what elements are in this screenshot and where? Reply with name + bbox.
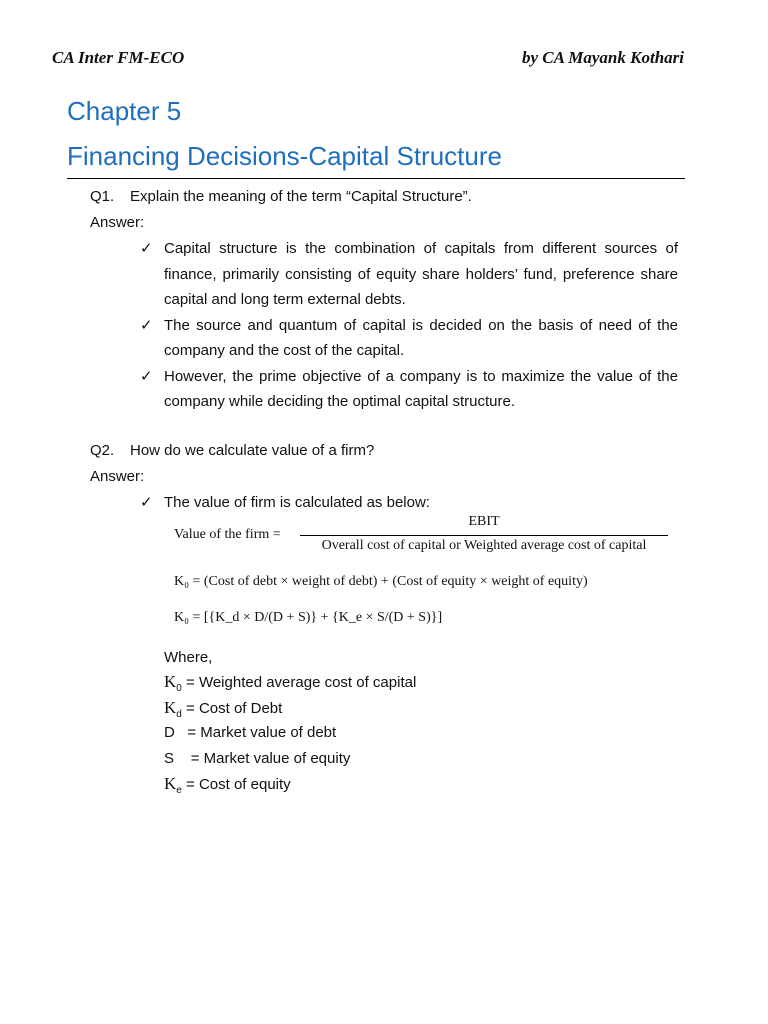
definition-ke (164, 774, 291, 796)
definition-symbol: K (164, 698, 177, 717)
definition-subscript: e (176, 785, 182, 796)
definition-text: = Cost of equity (186, 776, 291, 793)
definition-k0 (164, 672, 416, 694)
definition-symbol: K (164, 672, 177, 691)
chapter-label: Chapter 5 (67, 96, 182, 126)
checkmark-icon: ✓ (140, 494, 153, 511)
bullet-item (140, 364, 678, 415)
question-text: How do we calculate value of a firm? (130, 442, 375, 459)
formula-k0-expanded: K₀ = [{K_d × D/(D + S)} + {K_e × S/(D + S)}] (174, 610, 443, 625)
fraction-bar (300, 535, 668, 536)
formula-numerator: EBIT (468, 514, 500, 529)
chapter-title: Financing Decisions-Capital Structure (67, 141, 502, 171)
answer-bullets-q1 (140, 236, 678, 415)
definition-s (164, 750, 350, 767)
definition-subscript: 0 (176, 683, 182, 694)
definition-symbol: D (164, 724, 175, 741)
header-right: by CA Mayank Kothari (521, 48, 684, 67)
definition-symbol: K (164, 774, 177, 793)
definition-kd (164, 698, 282, 720)
answer-bullets-q2 (140, 490, 678, 516)
question-number: Q2. (90, 442, 115, 459)
bullet-text: The source and quantum of capital is decided on the basis of need of the company and the cost of the capital. (164, 316, 678, 359)
question-2 (90, 442, 374, 459)
bullet-item (140, 236, 678, 313)
header-left: CA Inter FM-ECO (52, 48, 185, 67)
formula-k0-weights: K₀ = (Cost of debt × weight of debt) + (Cost of equity × weight of equity) (174, 574, 588, 589)
bullet-item (140, 490, 678, 516)
definition-text: = Cost of Debt (186, 700, 283, 717)
definition-d (164, 724, 336, 741)
definition-symbol: S (164, 750, 175, 767)
question-1 (90, 188, 472, 205)
question-text: Explain the meaning of the term “Capital Structure”. (130, 188, 472, 205)
formula-denominator: Overall cost of capital or Weighted average cost of capital (321, 538, 647, 553)
definition-subscript: d (176, 709, 182, 720)
formula-lhs: Value of the firm = (174, 527, 281, 542)
answer-label: Answer: (90, 468, 145, 485)
answer-label: Answer: (90, 214, 145, 231)
bullet-item (140, 313, 678, 364)
bullet-text: Capital structure is the combination of capitals from different sources of finance, primarily consisting of equity share holders’ fund, preference share capital and long term external debts. (164, 240, 678, 308)
bullet-text: The value of firm is calculated as below: (164, 494, 430, 511)
checkmark-icon: ✓ (140, 367, 153, 385)
definition-text: = Market value of equity (190, 750, 351, 767)
title-divider (67, 178, 685, 179)
question-number: Q1. (90, 188, 115, 205)
checkmark-icon: ✓ (140, 240, 153, 257)
definition-text: = Weighted average cost of capital (186, 674, 417, 691)
bullet-text: However, the prime objective of a company is to maximize the value of the company while deciding the optimal capital structure. (164, 367, 678, 410)
checkmark-icon: ✓ (140, 316, 153, 334)
formula-value-of-firm (174, 514, 674, 554)
definition-text: = Market value of debt (187, 724, 337, 741)
where-label: Where, (164, 649, 213, 666)
